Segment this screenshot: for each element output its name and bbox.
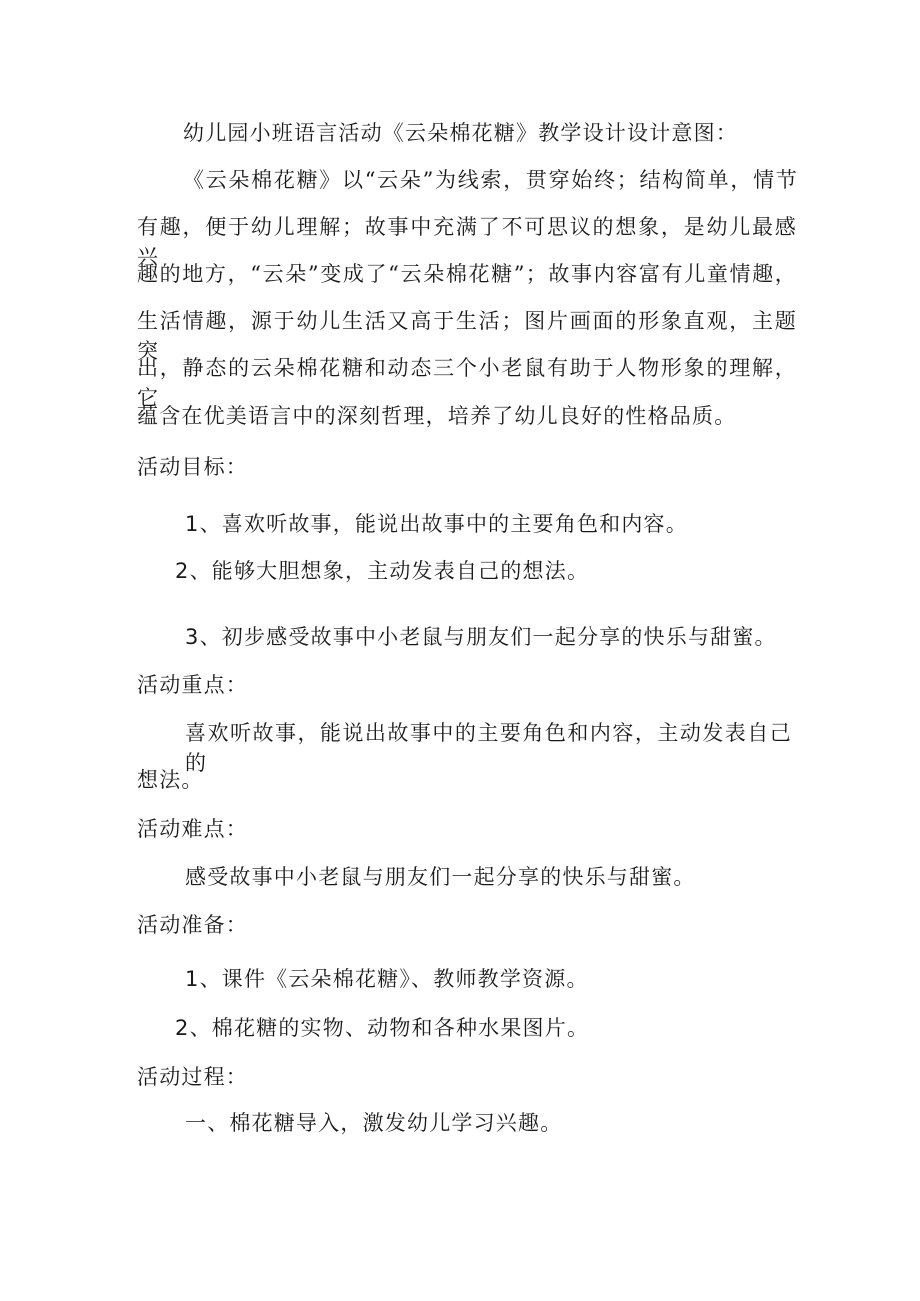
goal-text: 、喜欢听故事，能说出故事中的主要角色和内容。 [199,512,688,536]
preparation-heading: 活动准备： [137,913,248,937]
preparation-text: 、棉花糖的实物、动物和各种水果图片。 [189,1016,590,1040]
goal-text: 、能够大胆想象，主动发表自己的想法。 [189,559,590,583]
preparation-item-1 [185,964,589,994]
goal-number: 1 [185,512,200,536]
goal-item-2 [175,556,589,586]
intro-line-1: 《云朵棉花糖》以“云朵”为线索，贯穿始终；结构简单，情节 [183,168,798,192]
key-points-heading: 活动重点： [137,673,248,697]
preparation-item-2 [175,1013,589,1043]
preparation-number: 2 [175,1016,190,1040]
goals-heading: 活动目标： [137,455,248,479]
goal-text: 、初步感受故事中小老鼠与朋友们一起分享的快乐与甜蜜。 [199,625,777,649]
goal-number: 2 [175,559,190,583]
goal-number: 3 [185,625,200,649]
difficulty-text: 感受故事中小老鼠与朋友们一起分享的快乐与甜蜜。 [185,865,696,889]
preparation-number: 1 [185,967,200,991]
intro-line-6: 蕴含在优美语言中的深刻哲理，培养了幼儿良好的性格品质。 [137,404,737,428]
intro-line-5: 出，静态的云朵棉花糖和动态三个小老鼠有助于人物形象的理解，它 [137,356,797,410]
document-title: 幼儿园小班语言活动《云朵棉花糖》教学设计设计意图： [183,121,738,145]
key-points-line-2: 想法。 [137,768,204,792]
intro-line-4: 生活情趣，源于幼儿生活又高于生活；图片画面的形象直观，主题突 [137,309,797,363]
goal-item-1 [185,509,688,539]
process-heading: 活动过程： [137,1065,248,1089]
key-points-line-1: 喜欢听故事，能说出故事中的主要角色和内容，主动发表自己的 [185,721,792,775]
difficulty-heading: 活动难点： [137,817,248,841]
goal-item-3 [185,622,777,652]
intro-line-2: 有趣，便于幼儿理解；故事中充满了不可思议的想象，是幼儿最感兴 [137,215,797,269]
process-step-1: 一、棉花糖导入，激发幼儿学习兴趣。 [185,1111,563,1135]
intro-line-3: 趣的地方，“云朵”变成了“云朵棉花糖”；故事内容富有儿童情趣， [137,262,797,286]
preparation-text: 、课件《云朵棉花糖》、教师教学资源。 [199,967,589,991]
